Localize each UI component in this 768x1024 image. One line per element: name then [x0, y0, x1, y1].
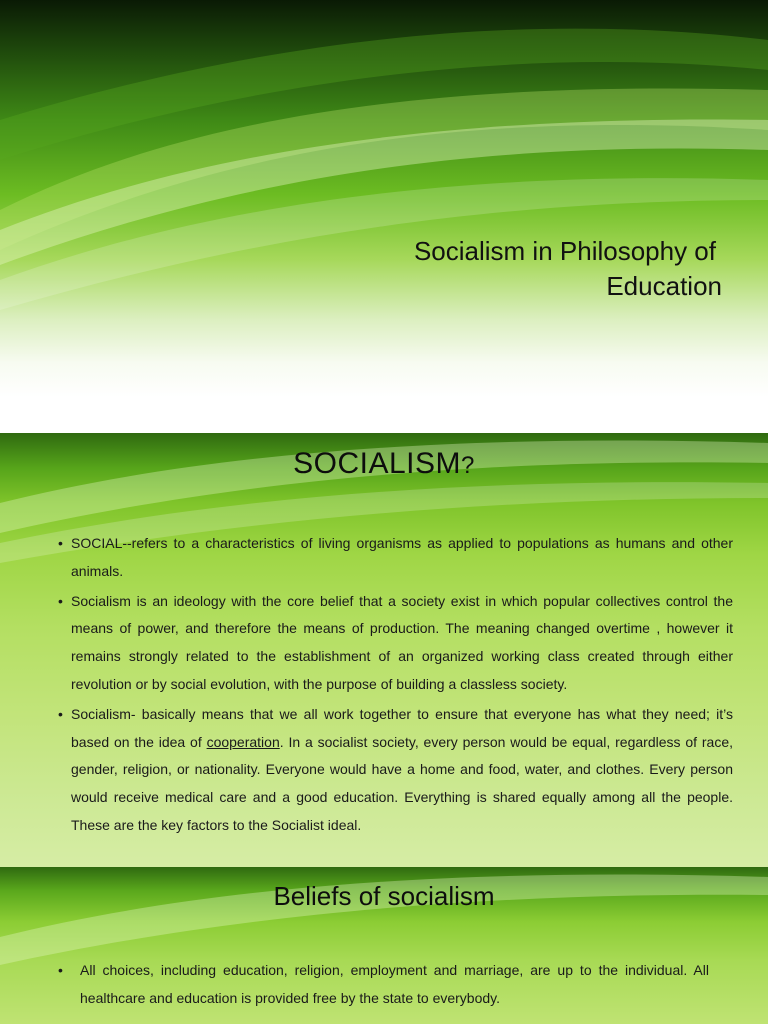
- bullet-text-end: . In a socialist society, every person would be equal, regardless of race, gender, religion, or nationality. Everyone would have a home and food, water, and clothes. Every person would receive medical care and a good education. Everything is shared equally among all the people. These are the key factors to the Socialist ideal.: [71, 733, 733, 833]
- bullet-dot: •: [58, 962, 63, 978]
- bullet-text: All choices, including education, religion, employment and marriage, are up to the individual. All healthcare and education is provided free by the state to everybody.: [80, 962, 709, 1006]
- bullet-list: [58, 957, 709, 1015]
- bullet-text-start: Socialism- basically means that we all work together to ensure that everyone has what they need; it’s based on the idea of: [71, 705, 733, 750]
- slide-title-question-mark: ?: [461, 452, 475, 479]
- bullet-dot: •: [58, 535, 63, 551]
- green-swoosh-decoration: [0, 0, 768, 432]
- bullet-dot: •: [58, 705, 63, 722]
- bullet-dot: •: [58, 592, 63, 609]
- socialism-slide: [0, 433, 768, 867]
- bullet-text: Socialism is an ideology with the core belief that a society exist in which popular collectives control the means of power, and therefore the means of production. The meaning changed overtime , however it remains strongly related to the establishment of an organized working class created through either revolution or by social evolution, with the purpose of building a classless society.: [71, 592, 733, 692]
- slide-title: Beliefs of socialism: [273, 881, 495, 911]
- title-slide: [0, 0, 768, 432]
- bullet-list: [58, 530, 733, 842]
- title-line-1: Socialism in Philosophy of: [413, 236, 716, 266]
- bullet-item: [58, 957, 709, 1013]
- presentation-title: [302, 234, 722, 304]
- bullet-item: [58, 588, 733, 699]
- bullet-text: SOCIAL--refers to a characteristics of living organisms as applied to populations as humans and other animals.: [71, 535, 733, 579]
- bullet-item: [58, 530, 733, 586]
- title-line-2: Education: [606, 271, 722, 301]
- beliefs-slide: [0, 867, 768, 1024]
- bullet-item: [58, 701, 733, 840]
- slide-title-text: SOCIALISM: [293, 447, 461, 480]
- cooperation-link[interactable]: cooperation: [206, 733, 280, 750]
- slide-title: [0, 447, 768, 481]
